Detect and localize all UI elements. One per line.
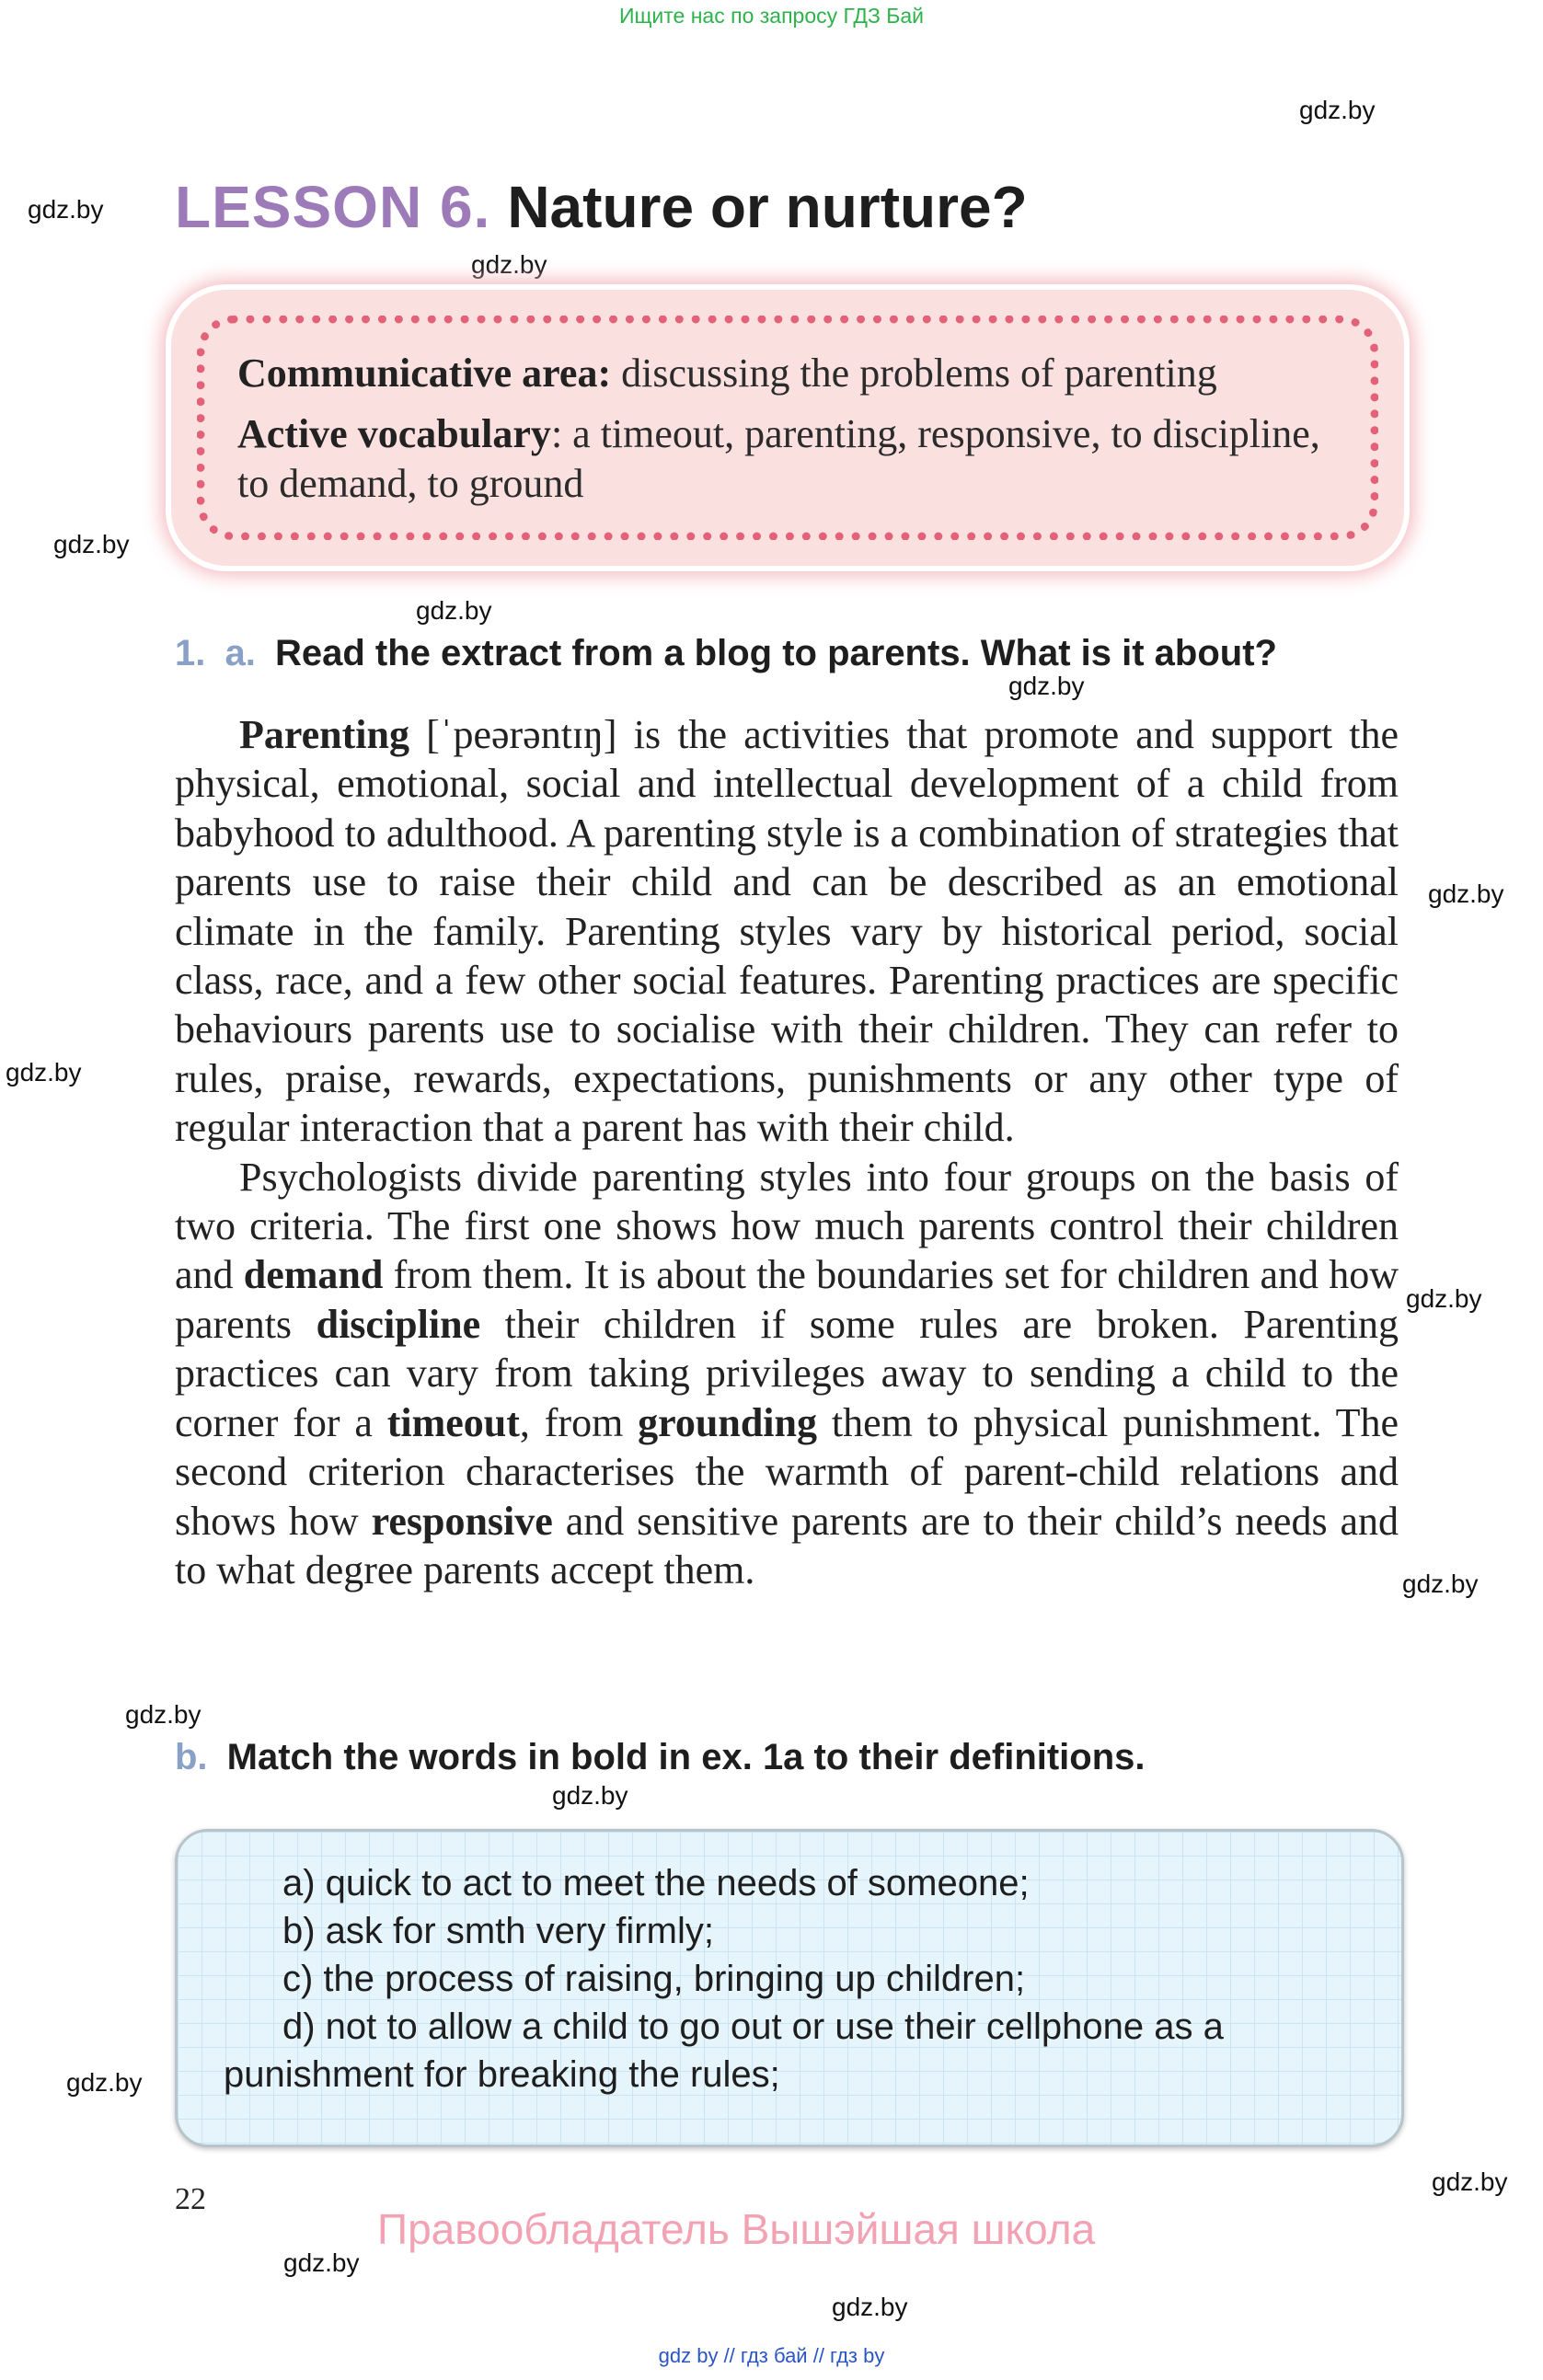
definition-c: c) the process of raising, bringing up children; — [282, 1959, 1026, 1999]
exercise-letter: a. — [225, 633, 256, 673]
watermark: gdz.by — [283, 2248, 360, 2277]
lesson-goals-text — [237, 349, 1351, 509]
definition-d-continued: punishment for breaking the rules; — [224, 2054, 780, 2095]
watermark: gdz.by — [1402, 1569, 1479, 1598]
watermark: gdz.by — [1406, 1284, 1482, 1313]
definition-b: b) ask for smth very firmly; — [282, 1911, 714, 1951]
copyright-notice: Правообладатель Вышэйшая школа — [377, 2205, 1096, 2253]
watermark: gdz.by — [1428, 880, 1504, 908]
vocab-responsive: responsive — [371, 1498, 553, 1544]
definition-d: d) not to allow a child to go out or use their cellphone as a — [282, 2006, 1224, 2047]
watermark: gdz.by — [1432, 2167, 1508, 2196]
watermark: gdz.by — [1008, 672, 1085, 700]
vocab-discipline: discipline — [316, 1301, 481, 1347]
active-vocabulary: Active vocabulary: a timeout, parenting, responsive, to discipline, to demand, to ground — [237, 411, 1320, 506]
watermark: gdz.by — [66, 2068, 143, 2097]
lesson-title: Nature or nurture? — [507, 174, 1028, 240]
exercise-letter: b. — [175, 1737, 208, 1777]
watermark: gdz.by — [416, 596, 492, 625]
bottom-banner[interactable]: gdz by // гдз бай // гдз by — [658, 2344, 885, 2367]
exercise-1b-heading — [175, 1737, 1146, 1778]
paragraph-1: Parenting [ˈpeərəntɪŋ] is the activities that promote and support the physical, emotional, social and intellectual development of a child from babyhood to adulthood. A parenting style is a combination of strategies that parents use to raise their child and can be described as an emotional climate in the family. Parenting styles vary by historical period, social class, race, and a few other social features. Parenting practices are specific behaviours parents use to socialise with their children. They can refer to rules, praise, rewards, expectations, punishments or any other type of regular interaction that a parent has with their child. — [175, 712, 1399, 1151]
watermark: gdz.by — [125, 1700, 202, 1729]
vocab-grounding: grounding — [638, 1399, 817, 1445]
watermark: gdz.by — [53, 530, 130, 558]
watermark: gdz.by — [832, 2293, 908, 2321]
lesson-heading — [175, 173, 1028, 241]
vocab-demand: demand — [243, 1252, 384, 1298]
blog-extract — [175, 710, 1399, 1594]
vocab-timeout: timeout — [386, 1399, 520, 1445]
top-banner[interactable]: Ищите нас по запросу ГДЗ Бай — [618, 4, 925, 28]
watermark: gdz.by — [1299, 96, 1376, 124]
paragraph-2: Psychologists divide parenting styles into four groups on the basis of two criteria. The first one shows how much parents control their children and demand from them. It is about the boundaries set for children and how parents discipline their children if some rules are broken. Parenting practices can vary from taking privileges away to sending a child to the corner for a timeout, from grounding them to physical punishment. The second criterion characterises the warmth of parent-child relations and shows how responsive and sensitive parents are to their child’s needs and to what degree parents accept them. — [175, 1154, 1399, 1592]
watermark: gdz.by — [471, 250, 547, 279]
watermark: gdz.by — [28, 195, 104, 224]
exercise-number: 1. — [175, 633, 206, 673]
exercise-instruction: Match the words in bold in ex. 1a to their definitions. — [226, 1737, 1146, 1777]
definitions-box — [175, 1829, 1404, 2147]
page-number: 22 — [175, 2182, 206, 2216]
definitions-list — [224, 1859, 1365, 2098]
lesson-number: LESSON 6. — [175, 174, 491, 240]
exercise-1a-heading — [175, 633, 1277, 674]
communicative-area: Communicative area: discussing the problems of parenting — [237, 351, 1217, 396]
watermark: gdz.by — [552, 1781, 628, 1810]
lesson-goals-box — [171, 290, 1404, 566]
exercise-instruction: Read the extract from a blog to parents. What is it about? — [274, 633, 1277, 673]
watermark: gdz.by — [6, 1058, 82, 1087]
definition-a: a) quick to act to meet the needs of someone; — [282, 1863, 1030, 1903]
